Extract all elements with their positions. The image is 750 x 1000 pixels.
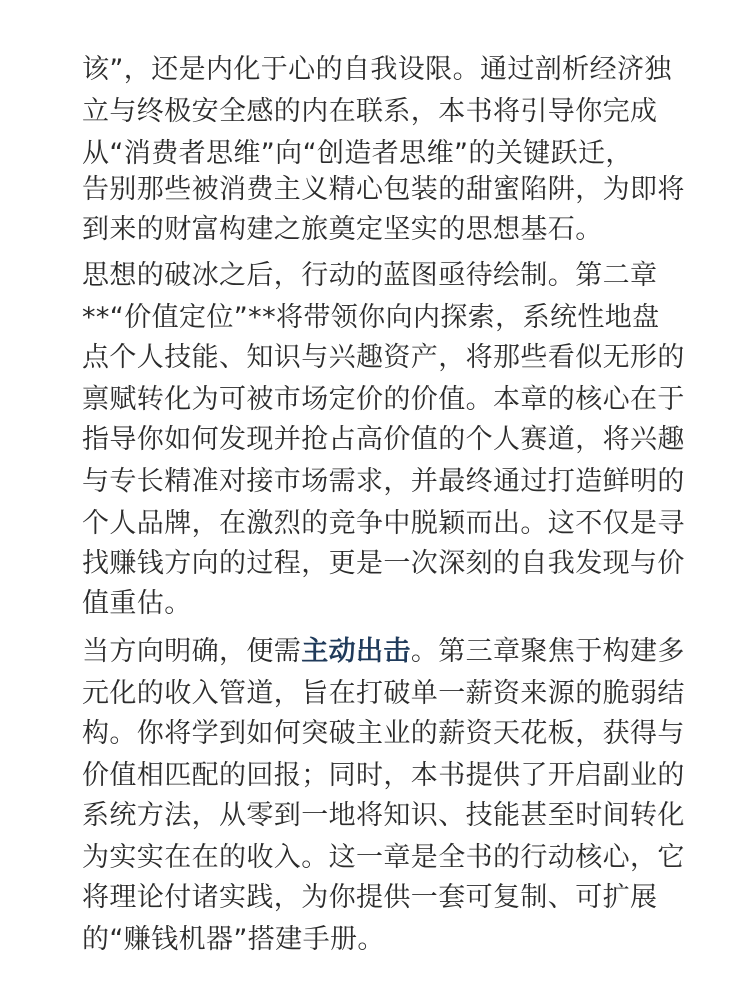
text-line: 从“消费者思维”向“创造者思维”的关键跃迁， (82, 138, 633, 169)
text-line: 该”，还是内化于心的自我设限。通过剖析经济独 (82, 54, 672, 85)
text-line: 禀赋转化为可被市场定价的价值。本章的核心在于 (82, 384, 685, 415)
text-line: 点个人技能、知识与兴趣资产，将那些看似无形的 (82, 342, 685, 373)
text-line: 的“赚钱机器”搭建手册。 (82, 924, 385, 955)
text-line: 元化的收入管道，旨在打破单一薪资来源的脆弱结 (82, 678, 685, 709)
text-line: 将理论付诸实践，为你提供一套可复制、可扩展 (82, 882, 658, 913)
text-line (82, 634, 685, 670)
text-line: 构。你将学到如何突破主业的薪资天花板，获得与 (82, 718, 685, 749)
text-line: 个人品牌，在激烈的竞争中脱颖而出。这不仅是寻 (82, 508, 685, 539)
text-line: 指导你如何发现并抢占高价值的个人赛道，将兴趣 (82, 424, 685, 455)
text-segment: 当方向明确，便需 (82, 636, 302, 667)
emphasis-text: 主动出击 (301, 636, 411, 667)
text-line: 价值相匹配的回报；同时，本书提供了开启副业的 (82, 760, 685, 791)
text-line: 系统方法，从零到一地将知识、技能甚至时间转化 (82, 800, 685, 831)
text-line: 为实实在在的收入。这一章是全书的行动核心，它 (82, 842, 685, 873)
text-line: 思想的破冰之后，行动的蓝图亟待绘制。第二章 (82, 260, 658, 291)
text-line: 到来的财富构建之旅奠定坚实的思想基石。 (82, 214, 603, 245)
text-line: 找赚钱方向的过程，更是一次深刻的自我发现与价 (82, 548, 685, 579)
text-segment: 。第三章聚焦于构建多 (410, 636, 685, 667)
text-line: 告别那些被消费主义精心包装的甜蜜陷阱，为即将 (82, 174, 685, 205)
text-line: **“价值定位”**将带领你向内探索，系统性地盘 (82, 302, 660, 333)
text-line: 立与终极安全感的内在联系，本书将引导你完成 (82, 96, 658, 127)
text-line: 值重估。 (82, 588, 192, 619)
text-line: 与专长精准对接市场需求，并最终通过打造鲜明的 (82, 466, 685, 497)
